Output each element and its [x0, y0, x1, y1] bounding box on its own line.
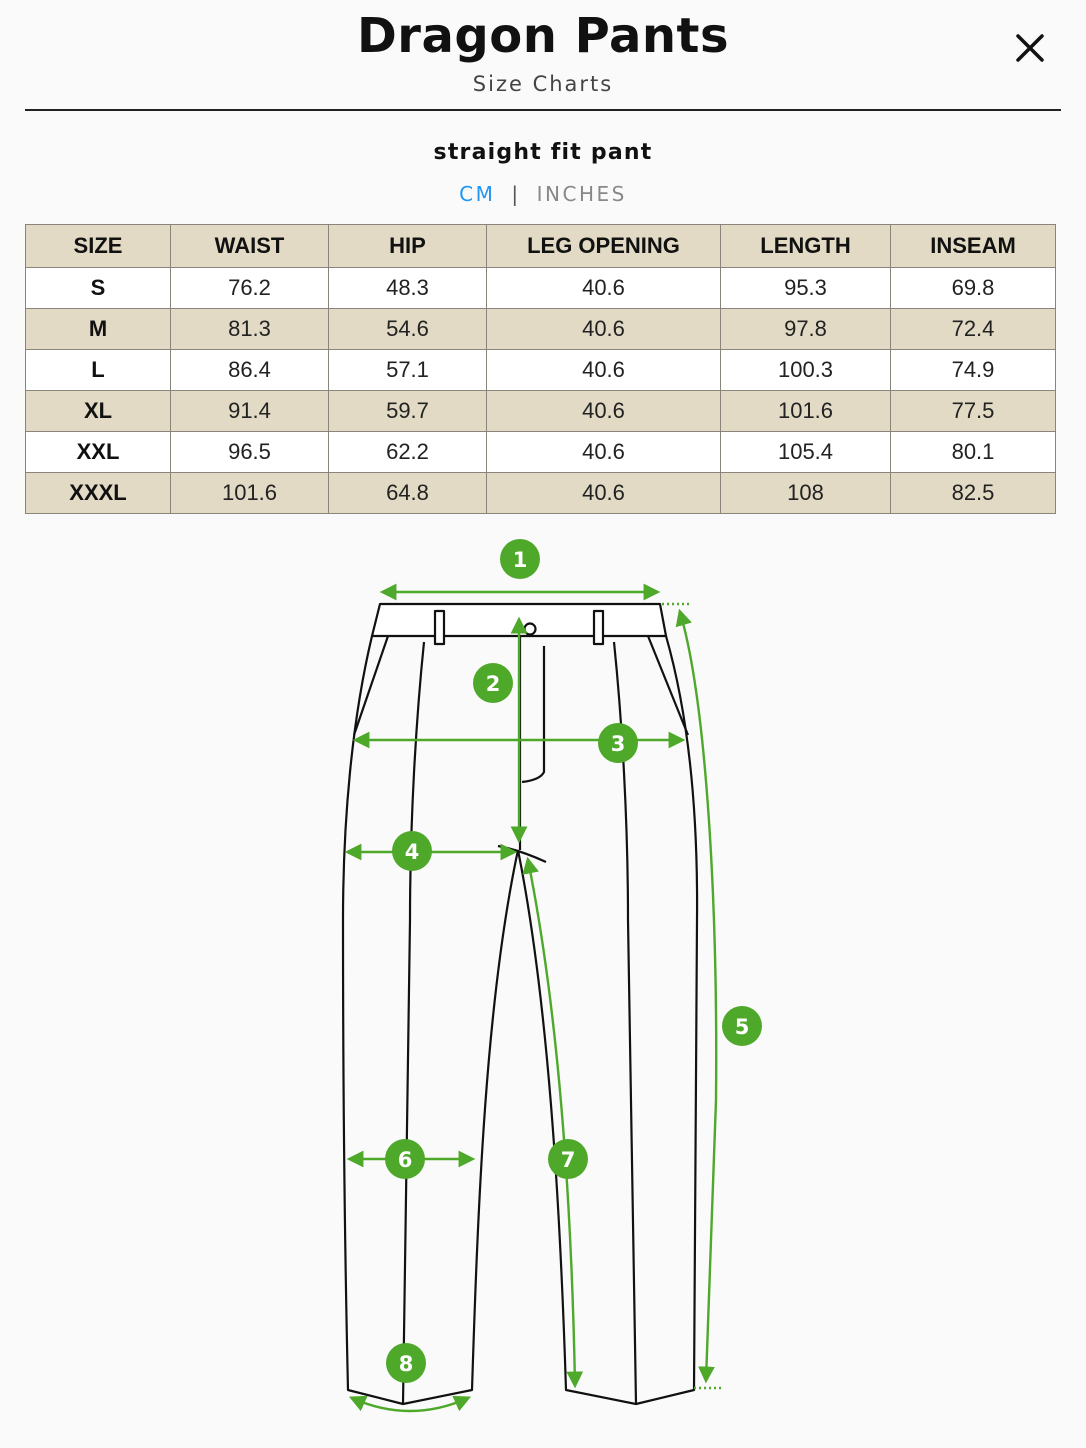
table-row [26, 268, 1056, 309]
size-cell: XXL [26, 432, 171, 473]
column-header-waist: WAIST [171, 225, 329, 268]
close-button[interactable] [1008, 26, 1052, 70]
length-cell: 95.3 [721, 268, 891, 309]
unit-inches-tab[interactable]: INCHES [536, 182, 627, 206]
inseam-cell: 72.4 [891, 309, 1056, 350]
length-cell: 108 [721, 473, 891, 514]
header-divider [25, 109, 1061, 111]
table-row [26, 309, 1056, 350]
page-title: Dragon Pants [356, 8, 730, 64]
column-header-hip: HIP [329, 225, 487, 268]
waist-cell: 101.6 [171, 473, 329, 514]
column-header-size: SIZE [26, 225, 171, 268]
badge-label: 2 [485, 672, 501, 696]
modal-header [0, 0, 1086, 112]
table-row [26, 391, 1056, 432]
fit-name: straight fit pant [433, 140, 653, 165]
length-cell: 100.3 [721, 350, 891, 391]
leg-opening-cell: 40.6 [487, 350, 721, 391]
badge-4 [392, 831, 432, 871]
inseam-cell: 77.5 [891, 391, 1056, 432]
hip-cell: 54.6 [329, 309, 487, 350]
length-cell: 101.6 [721, 391, 891, 432]
badge-label: 3 [610, 732, 626, 756]
inseam-cell: 82.5 [891, 473, 1056, 514]
badge-5 [722, 1006, 762, 1046]
unit-separator: | [511, 182, 521, 206]
close-icon[interactable] [1008, 26, 1052, 70]
badge-8 [386, 1343, 426, 1383]
hip-cell: 48.3 [329, 268, 487, 309]
table-row [26, 432, 1056, 473]
size-cell: XXXL [26, 473, 171, 514]
badge-2 [473, 663, 513, 703]
badge-6 [385, 1139, 425, 1179]
inseam-cell: 74.9 [891, 350, 1056, 391]
page-subtitle: Size Charts [472, 72, 614, 96]
unit-cm-tab[interactable]: CM [459, 182, 496, 206]
waist-cell: 81.3 [171, 309, 329, 350]
badge-label: 5 [734, 1015, 750, 1039]
column-header-inseam: INSEAM [891, 225, 1056, 268]
inseam-cell: 80.1 [891, 432, 1056, 473]
waist-cell: 91.4 [171, 391, 329, 432]
leg-opening-cell: 40.6 [487, 432, 721, 473]
leg-opening-cell: 40.6 [487, 391, 721, 432]
size-table [25, 224, 1056, 514]
unit-toggle [0, 182, 1086, 206]
pants-illustration [0, 520, 1086, 1448]
leg-opening-cell: 40.6 [487, 268, 721, 309]
waist-cell: 76.2 [171, 268, 329, 309]
waist-cell: 96.5 [171, 432, 329, 473]
leg-opening-cell: 40.6 [487, 473, 721, 514]
length-cell: 97.8 [721, 309, 891, 350]
hip-cell: 57.1 [329, 350, 487, 391]
size-cell: M [26, 309, 171, 350]
hip-cell: 62.2 [329, 432, 487, 473]
badge-3 [598, 723, 638, 763]
table-header-row [26, 225, 1056, 268]
length-cell: 105.4 [721, 432, 891, 473]
hip-cell: 64.8 [329, 473, 487, 514]
size-cell: S [26, 268, 171, 309]
column-header-leg-opening: LEG OPENING [487, 225, 721, 268]
hip-cell: 59.7 [329, 391, 487, 432]
waist-cell: 86.4 [171, 350, 329, 391]
badge-1 [500, 539, 540, 579]
inseam-cell: 69.8 [891, 268, 1056, 309]
badge-label: 6 [397, 1148, 413, 1172]
badge-label: 4 [404, 840, 420, 864]
leg-opening-cell: 40.6 [487, 309, 721, 350]
size-cell: L [26, 350, 171, 391]
badge-7 [548, 1139, 588, 1179]
measurement-diagram [0, 520, 1086, 1448]
column-header-length: LENGTH [721, 225, 891, 268]
size-cell: XL [26, 391, 171, 432]
badge-label: 7 [560, 1148, 576, 1172]
table-row [26, 473, 1056, 514]
table-row [26, 350, 1056, 391]
badge-label: 1 [512, 548, 528, 572]
badge-label: 8 [398, 1352, 414, 1376]
